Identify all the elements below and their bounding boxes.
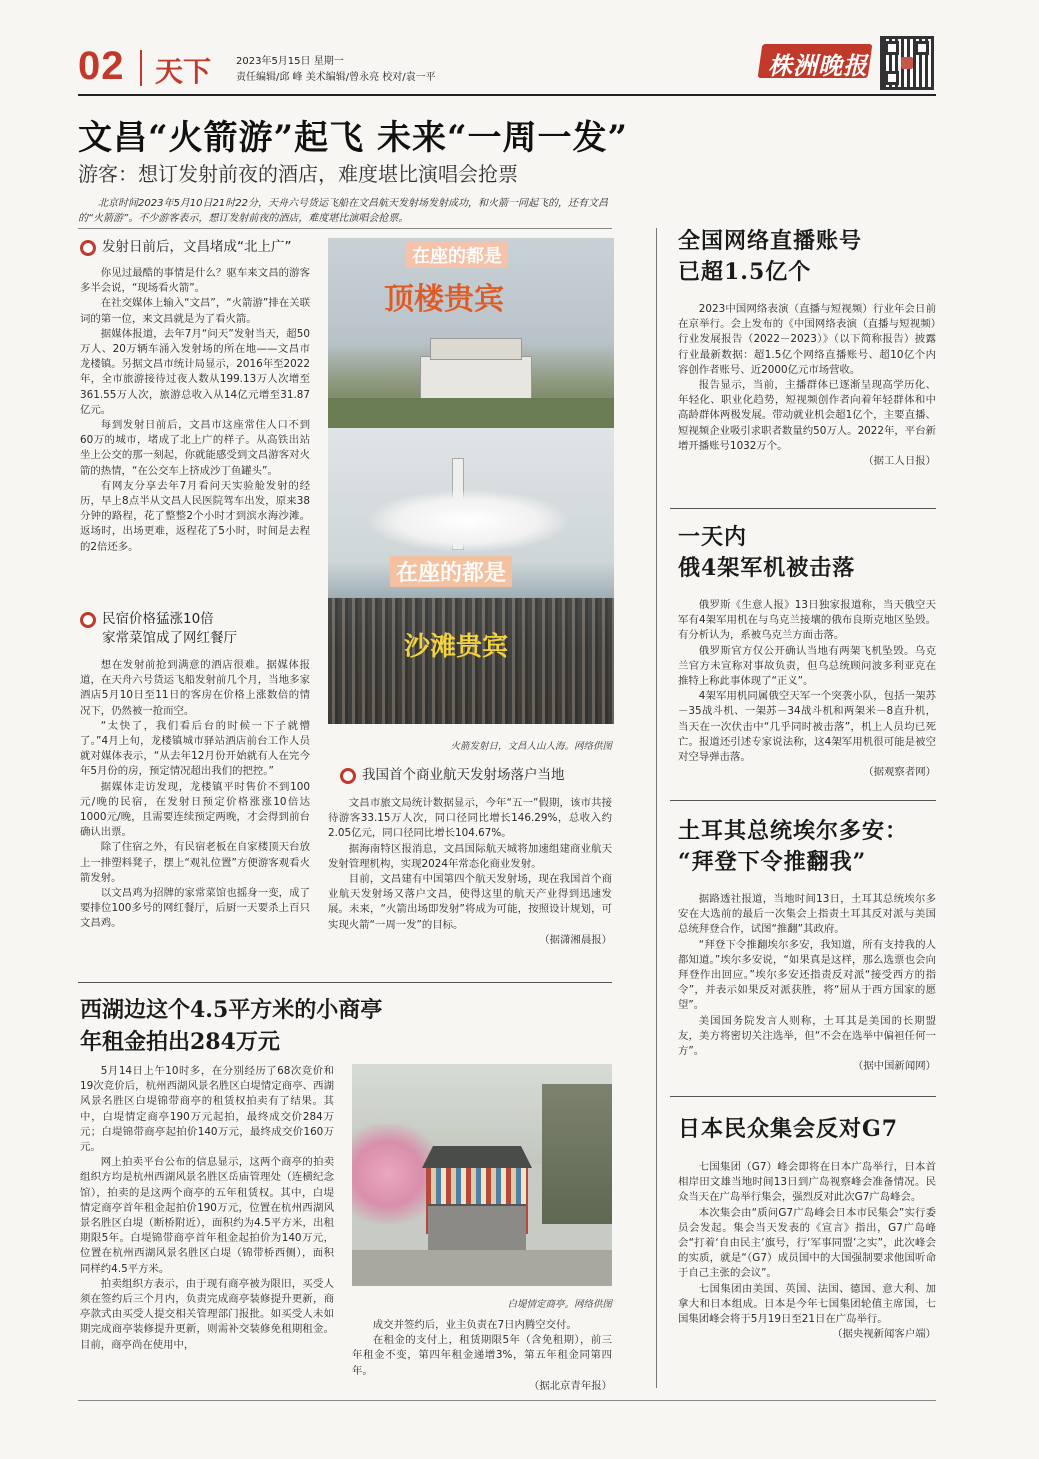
paragraph: 以文昌鸡为招牌的家常菜馆也摇身一变，成了要排位100多号的网红餐厅，后厨一天要杀上百只文昌鸡。 [80, 887, 310, 930]
side-1-title: 全国网络直播账号 已超1.5亿个 [678, 228, 863, 285]
paragraph: 网上拍卖平台公布的信息显示，这两个商亭的拍卖组织方均是杭州西湖风景名胜区岳庙管理处（连横纪念馆），拍卖的是这两个商亭的五年租赁权。其中，白堤情定商亭首年租金起拍价190万元，位置在杭州西湖风景名胜区白堤（断桥附近），面积约为4.5平方米，出租期限5年。白堤锦带商亭首年租金起拍价为140万元，位置在杭州西湖风景名胜区白堤（锦带桥西侧），面积同样约4.5平方米。 [80, 1156, 334, 1275]
paragraph: 拍卖组织方表示，由于现有商亭被为限旧，买受人须在签约后三个月内，负责完成商亭装修提升更新，商亭款式由买受人提交相关管理部门报批。如买受人未如期完成商亭装修提升更新，则需补交装修免租期租金。目前，商亭尚在使用中， [80, 1277, 334, 1351]
section-heading-1: 发射日前后，文昌堵成“北上广” [80, 238, 320, 257]
paragraph: 想在发射前抢到满意的酒店很难。据媒体报道，在天舟六号货运飞船发射前几个月，当地多家酒店5月10日至11日的客房在价格上涨数倍的情况下，仍然被一抢而空。 [80, 659, 310, 717]
date-line: 2023年5月15日 星期一 [236, 56, 344, 67]
paragraph: 在社交媒体上输入“文昌”，“火箭游”排在关联词的第一位，来文昌就是为了看火箭。 [80, 297, 310, 325]
paragraph: 本次集会由“质问G7广岛峰会日本市民集会”实行委员会发起。集会当天发表的《宣言》指出，G7广岛峰会“打着‘自由民主’旗号，行‘军事同盟’之实”，此次峰会的实质，就是“（G7）成员国中的大国强制要求他国听命于自己主张的会议”。 [678, 1206, 936, 1280]
paragraph: 在租金的支付上，租赁期限5年（含免租期），前三年租金不变，第四年租金递增3%，第五年租金同第四年。 [352, 1334, 612, 1377]
photo-top-text-1: 在座的都是 [406, 242, 508, 268]
section-2-body [80, 658, 310, 932]
ring-bullet-icon [340, 768, 356, 784]
side-2-body [678, 598, 936, 780]
side-2-title: 一天内 俄4架军机被击落 [678, 524, 856, 581]
paragraph: 俄罗斯官方仅公开确认当地有两架飞机坠毁。乌克兰官方未宣称对事故负责，但乌总统顾问波多利亚克在推特上称此事体现了“正义”。 [678, 644, 936, 688]
paragraph: 每到发射日前后，文昌市这座常住人口不到60万的城市，堵成了北上广的样子。从高铁出站坐上公交的那一刻起，你就能感受到文昌游客对火箭的热情，“在公交车上挤成沙丁鱼罐头”。 [80, 419, 310, 477]
paragraph: 据路透社报道，当地时间13日，土耳其总统埃尔多安在大选前的最后一次集会上指责土耳其反对派与美国总统拜登合作，试图“推翻”其政府。 [678, 893, 936, 936]
kiosk-photo-caption: 白堤情定商亭。网络供图 [507, 1299, 612, 1310]
section-heading-3: 我国首个商业航天发射场落户当地 [340, 766, 620, 785]
side-4-title: 日本民众集会反对G7 [678, 1116, 899, 1142]
lead-title: 文昌“火箭游”起飞 未来“一周一发” [78, 118, 629, 158]
paragraph: 4架军用机同属俄空天军一个突袭小队，包括一架苏－35战斗机、一架苏－34战斗机和两架米－8直升机，当天在一次伏击中“几乎同时被击落”，机上人员均已死亡。报道还引述专家说法称，这4架军用机很可能是被空对空导弹击落。 [678, 690, 936, 764]
paragraph: 有网友分享去年7月看问天实验舱发射的经历，早上8点半从文昌人民医院驾车出发，原来38分钟的路程，花了整整2个小时才到滨水海沙滩。返场时，出场更难，返程花了5小时，时间是去程的2倍还多。 [80, 479, 310, 553]
section-3-body [328, 796, 612, 948]
photo-top-text-2: 顶楼贵宾 [384, 282, 504, 317]
paragraph: 据海南特区报消息，文昌国际航天城将加速组建商业航天发射管理机构，实现2024年常态化商业发射。 [328, 842, 612, 870]
paragraph: 5月14日上午10时多，在分别经历了68次竞价和19次竞价后，杭州西湖风景名胜区白堤情定商亭、西湖风景名胜区白堤锦带商亭的租赁权拍卖有了结果。其中，白堤情定商亭190万元起拍，最终成交价284万元；白堤锦带商亭起拍价140万元，最终成交价160万元。 [80, 1065, 334, 1154]
lead-subtitle: 游客：想订发射前夜的酒店，难度堪比演唱会抢票 [78, 162, 518, 186]
lead-intro: 北京时间2023年5月10日21时22分，天舟六号货运飞船在文昌航天发射场发射成功，和火箭一同起飞的，还有文昌的“火箭游”。不少游客表示，想订发射前夜的酒店，难度堪比演唱会抢票。 [78, 198, 608, 224]
paragraph: 你见过最酷的事情是什么？驱车来文昌的游客多半会说，“现场看火箭”。 [80, 267, 310, 295]
ring-bullet-icon [80, 612, 96, 628]
paragraph: 报告显示，当前，主播群体已逐渐呈现高学历化、年轻化、职业化趋势，短视频创作者向着年轻群体和中高龄群体两极发展。带动就业机会超1亿个，主要直播、短视频企业吸引求职者数量约50万人。2022年，平台新增开播账号1032万个。 [678, 379, 936, 452]
paragraph: 成交并签约后，业主负责在7日内腾空交付。 [372, 1319, 577, 1331]
paragraph: 2023中国网络表演（直播与短视频）行业年会日前在京举行。会上发布的《中国网络表演（直播与短视频）行业发展报告（2022－2023）》（以下简称报告）披露行业最新数据：超1.5亿个网络直播账号、超10亿个内容创作者账号、近2000亿元市场营收。 [678, 303, 936, 376]
source-credit: （据工人日报） [863, 455, 936, 468]
section-name: 天下 [155, 55, 212, 88]
source-credit: （据中国新闻网） [852, 1060, 936, 1073]
kiosk-title: 西湖边这个4.5平方米的小商亭 年租金拍出284万元 [80, 997, 383, 1055]
source-credit: （据央视新闻客户端） [832, 1328, 936, 1341]
ring-bullet-icon [80, 240, 96, 256]
qr-code-icon [880, 36, 934, 90]
paragraph: 美国国务院发言人则称，土耳其是美国的长期盟友，美方将密切关注选举，但“不会在选举中偏袒任何一方”。 [678, 1014, 936, 1058]
side-4-body [678, 1160, 936, 1342]
source-credit: （据观察者网） [863, 766, 936, 779]
section-heading-2: 民宿价格猛涨10倍 家常菜馆成了网红餐厅 [80, 610, 320, 648]
editors-line: 责任编辑/邱 峰 美术编辑/曾永亮 校对/袁一平 [236, 72, 436, 83]
photo-bottom-text-1: 在座的都是 [390, 556, 512, 587]
side-3-title: 土耳其总统埃尔多安： “拜登下令推翻我” [678, 818, 909, 875]
section-1-body [80, 266, 310, 555]
side-1-body [678, 302, 936, 469]
paragraph: 七国集团（G7）峰会即将在日本广岛举行，日本首相岸田文雄当地时间13日到广岛视察峰会准备情况。民众当天在广岛举行集会，强烈反对此次G7广岛峰会。 [678, 1161, 936, 1204]
paragraph: “拜登下令推翻埃尔多安，我知道，所有支持我的人都知道。”埃尔多安说，“如果真是这样，那么选票也会向拜登作出回应。”埃尔多安还指责反对派“接受西方的指令”，并表示如果反对派获胜，将“屈从于西方国家的愿望”。 [678, 938, 936, 1012]
paragraph: 据媒体走访发现，龙楼镇平时售价不到100元/晚的民宿，在发射日预定价格涨涨10倍达1000元/晚，且需要连续预定两晚，才会得到前台确认出票。 [80, 780, 310, 839]
paragraph: 目前，文昌建有中国第四个航天发射场，现在我国首个商业航天发射场又落户文昌，使得这里的航天产业得到迅速发展。未来，“火箭出场即发射”将成为可能，按照设计规划，可实现火箭“一周一发”的目标。 [328, 873, 612, 931]
lead-photo-caption: 火箭发射日，文昌人山人海。网络供图 [450, 741, 612, 752]
side-3-body [678, 892, 936, 1074]
paragraph: 七国集团由美国、英国、法国、德国、意大利、加拿大和日本组成。日本是今年七国集团轮值主席国，七国集团峰会将于5月19日至21日在广岛举行。 [678, 1282, 936, 1326]
paragraph: 除了住宿之外，有民宿老板在自家楼顶天台放上一排塑料凳子，摆上“观礼位置”方便游客观看火箭发射。 [80, 841, 310, 884]
paragraph: 据媒体报道，去年7月“问天”发射当天，超50万人、20万辆车涌入发射场的所在地——文昌市龙楼镇。另据文昌市统计局显示，2016年至2022年，全市旅游接待过夜人数从199.13万人次增至361.55万人次，旅游总收入从14亿元增至31.87亿元。 [80, 327, 310, 416]
kiosk-body-left [80, 1064, 334, 1353]
paragraph: 文昌市旅文局统计数据显示，今年“五一”假期，该市共接待游客33.15万人次，同口径同比增长146.29%，总收入约2.05亿元，同口径同比增长104.67%。 [328, 797, 612, 840]
kiosk-photo [352, 1064, 612, 1286]
paragraph: “太快了，我们看后台的时候一下子就懵了。”4月上旬，龙楼镇城市驿站酒店前台工作人员就对媒体表示，“从去年12月份开始就有人在完今年5月份的房，预定情况超出我们的把控。” [80, 719, 310, 778]
source-credit: （据潇湘晨报） [539, 933, 612, 946]
paper-name: 株洲晚报 [768, 52, 868, 80]
kiosk-body-right [352, 1318, 612, 1394]
page-number: 02 [78, 44, 125, 88]
lead-photo [328, 238, 614, 724]
photo-bottom-text-2: 沙滩贵宾 [404, 632, 509, 662]
source-credit: （据北京青年报） [528, 1379, 612, 1392]
paragraph: 俄罗斯《生意人报》13日独家报道称，当天俄空天军有4架军用机在与乌克兰接壤的俄布良斯克地区坠毁。有分析认为，系被乌克兰方面击落。 [678, 599, 936, 642]
